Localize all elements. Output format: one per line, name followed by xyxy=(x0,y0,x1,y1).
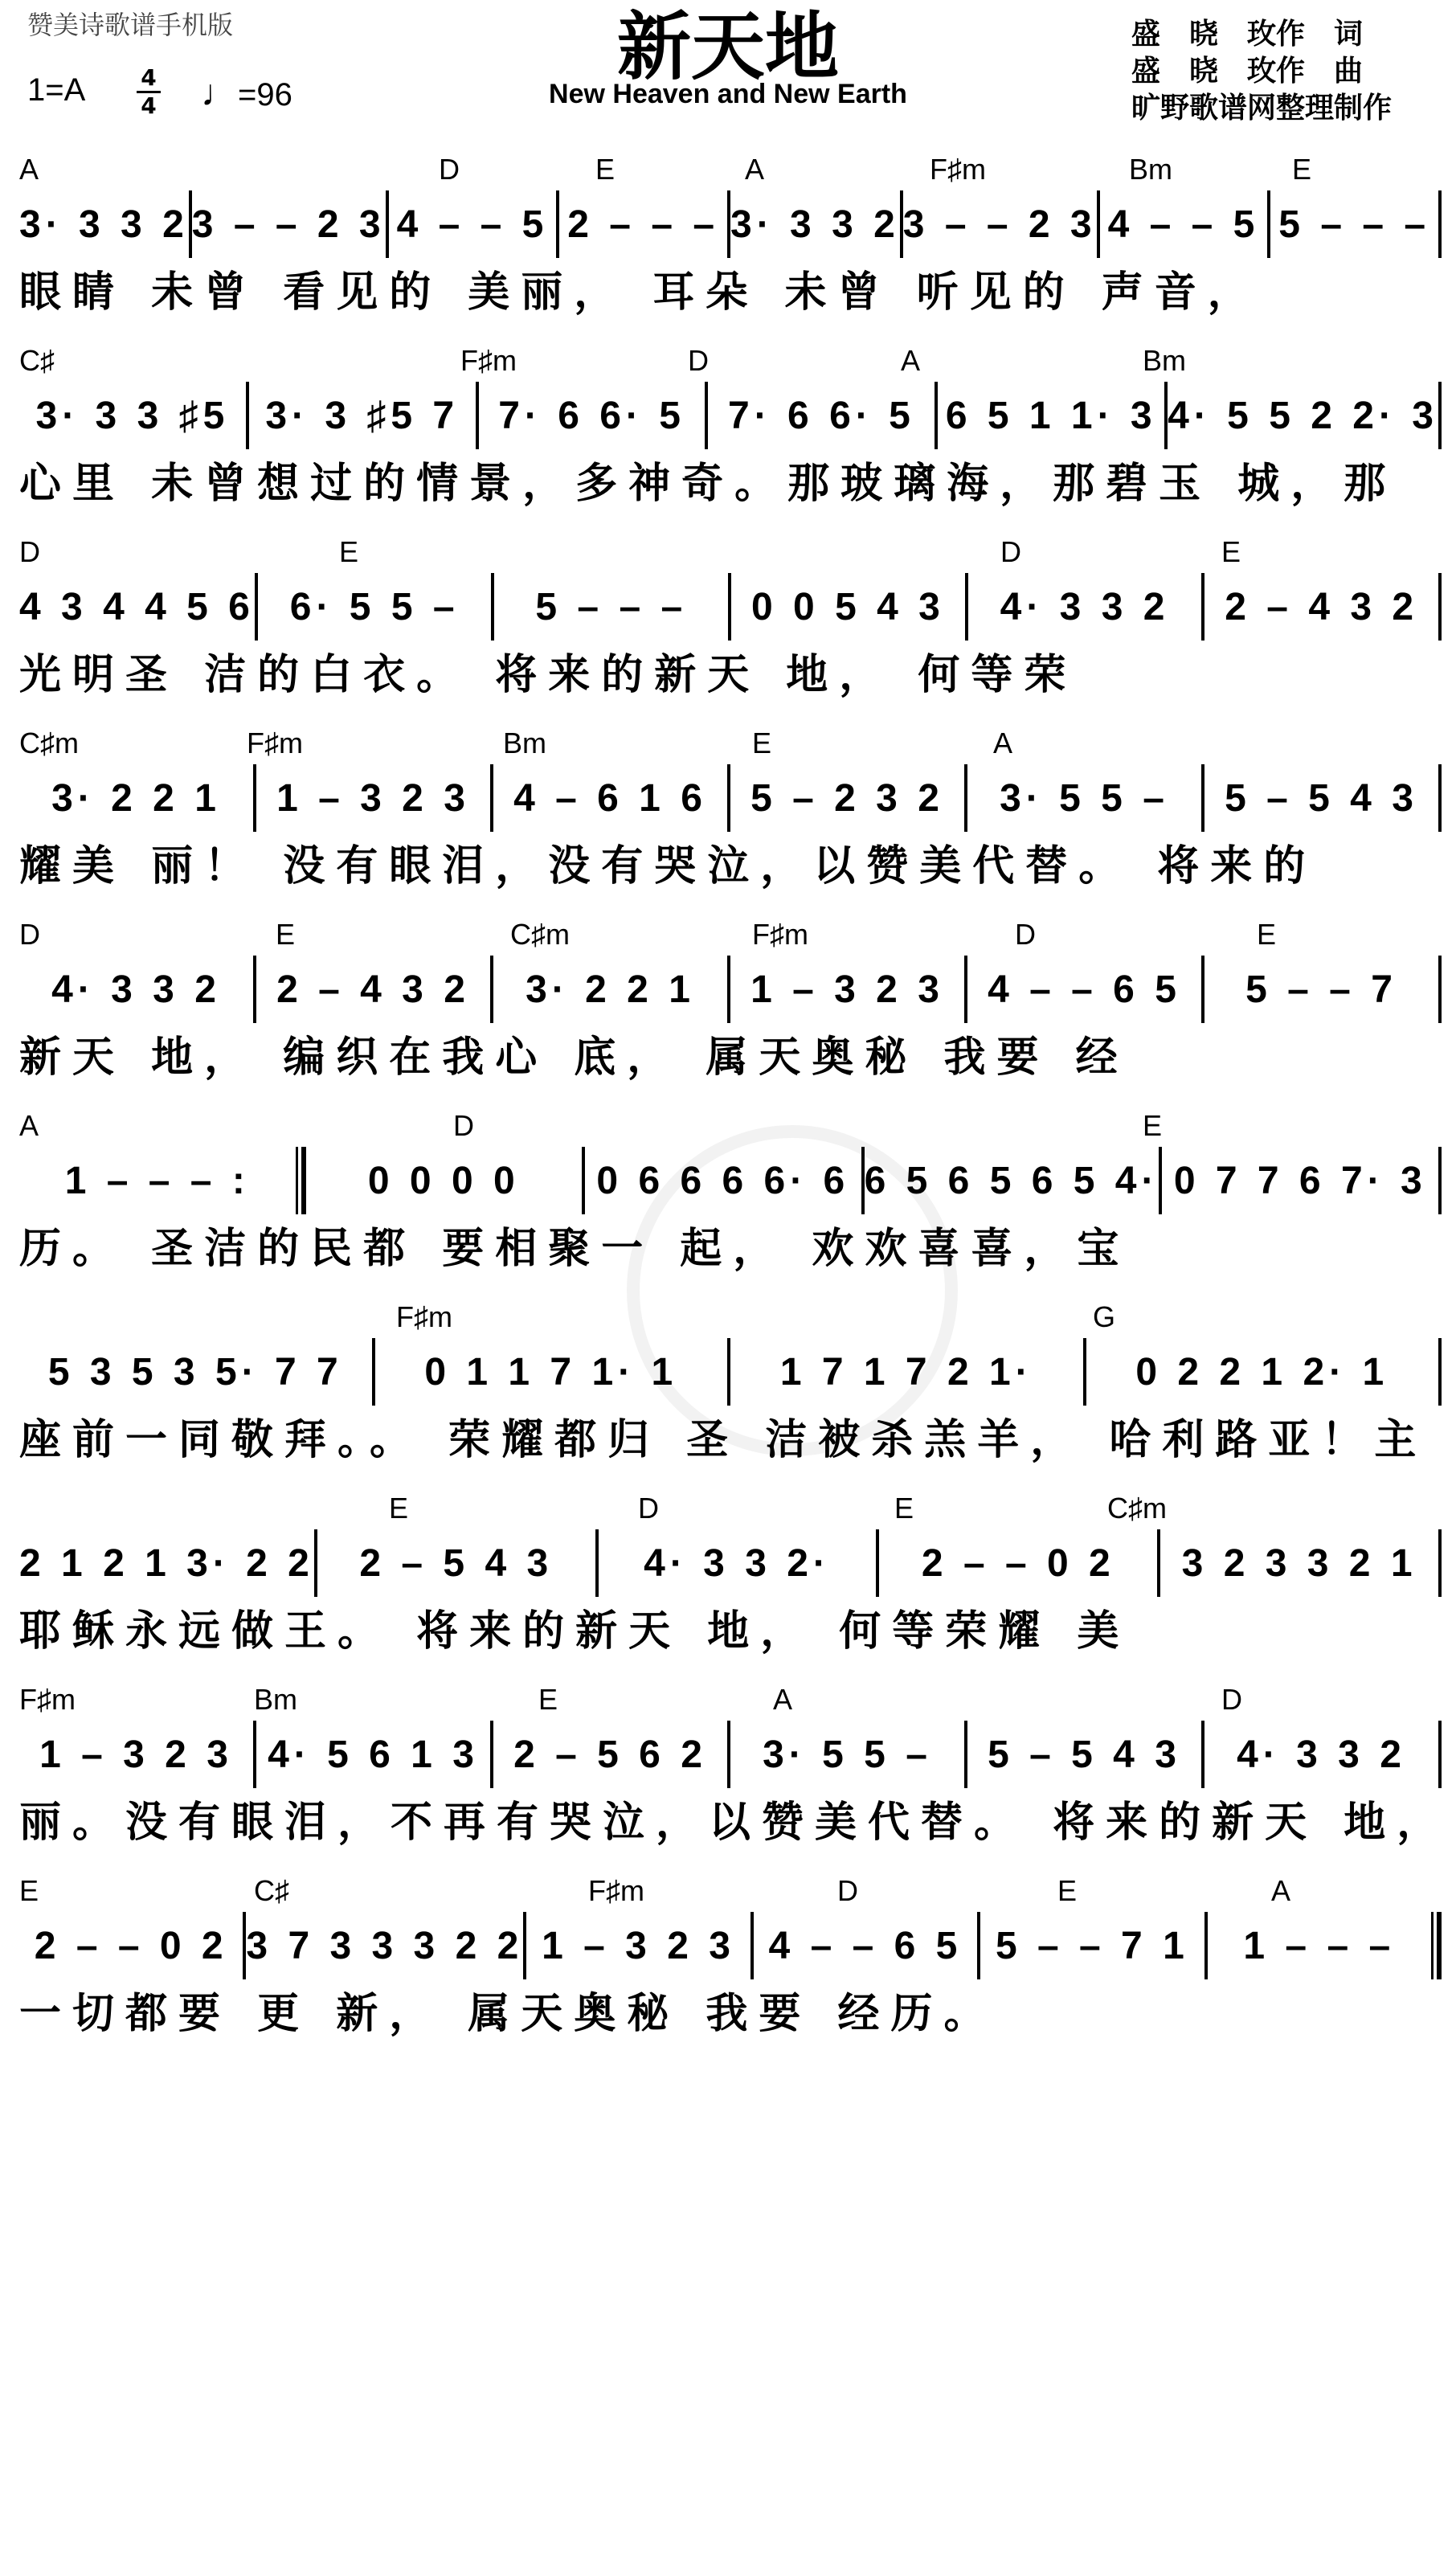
tempo-marking xyxy=(201,71,292,114)
chord-symbol: E xyxy=(276,918,296,951)
lyrics-line: 眼睛 未曾 看见的 美丽， 耳朵 未曾 听见的 声音， xyxy=(19,268,1261,317)
final-barline xyxy=(1431,1912,1442,1979)
measure: 5 – – 7 1 xyxy=(995,1924,1189,1967)
chord-symbol: E xyxy=(1257,918,1277,951)
measure: 4 – – 6 5 xyxy=(768,1924,963,1967)
lyricist-credit: 盛 晓 玫作 词 xyxy=(1131,18,1364,51)
song-subtitle: New Heaven and New Earth xyxy=(549,79,907,109)
chord-symbol: F♯m xyxy=(247,727,303,759)
chord-symbol: A xyxy=(773,1683,793,1716)
score-system xyxy=(19,727,1442,918)
measure: 4 3 4 4 5 6 xyxy=(19,585,255,628)
measure: 3· 3 ♯5 7 xyxy=(265,394,460,437)
notes-row xyxy=(19,1527,1442,1599)
measure: 2 – 4 3 2 xyxy=(276,968,470,1011)
chord-symbol: C♯m xyxy=(19,727,79,759)
measure: 4 – – 5 xyxy=(1107,203,1260,246)
measure: 3· 2 2 1 xyxy=(51,776,221,820)
measure: 5 – – – xyxy=(535,585,688,628)
chord-symbol: Bm xyxy=(503,727,546,759)
key-signature: 1=A xyxy=(27,72,86,108)
chord-symbol: E xyxy=(1143,1109,1163,1142)
score-system xyxy=(19,1300,1442,1492)
tempo-value: =96 xyxy=(238,77,292,113)
chord-symbol: C♯m xyxy=(510,918,570,951)
arranger-credit: 旷野歌谱网整理制作 xyxy=(1131,92,1393,125)
score-system xyxy=(19,1874,1442,2065)
notes-row xyxy=(19,1336,1442,1408)
quarter-note-icon: ♩ xyxy=(201,72,238,113)
measure: 2 1 2 1 3· 2 2 xyxy=(19,1541,314,1585)
lyrics-line: 心里 未曾想过的情景，多神奇。那玻璃海，那碧玉 城，那 xyxy=(19,460,1397,508)
chord-symbol: D xyxy=(638,1492,659,1525)
chord-symbol: D xyxy=(1000,535,1021,568)
measure: 7· 6 6· 5 xyxy=(728,394,915,437)
measure: 3· 3 3 2 xyxy=(19,203,189,246)
chord-symbol: A xyxy=(19,153,39,186)
barline xyxy=(1438,1529,1442,1597)
chord-symbol: F♯m xyxy=(19,1683,76,1716)
measure: 2 – – 0 2 xyxy=(34,1924,228,1967)
score-system xyxy=(19,535,1442,727)
chord-symbol: E xyxy=(1292,153,1312,186)
notes-row xyxy=(19,1718,1442,1791)
measure: 1 – – – : xyxy=(64,1159,250,1202)
barline xyxy=(1438,1721,1442,1788)
chord-symbol: E xyxy=(595,153,616,186)
time-signature-bottom: 4 xyxy=(141,92,157,119)
barline xyxy=(1438,382,1442,449)
measure: 3 – – 2 3 xyxy=(191,203,386,246)
measure: 1 – 3 2 3 xyxy=(542,1924,735,1967)
lyrics-line: 一切都要 更 新， 属天奥秘 我要 经历。 xyxy=(19,1990,997,2038)
chord-row xyxy=(19,1683,1442,1718)
measure: 5 – – – xyxy=(1278,203,1431,246)
measure: 0 0 5 4 3 xyxy=(751,585,945,628)
measure: 1 – 3 2 3 xyxy=(276,776,470,820)
measure: 6 5 1 1· 3 xyxy=(945,394,1157,437)
measure: 5 3 5 3 5· 7 7 xyxy=(47,1350,343,1394)
score-system xyxy=(19,344,1442,535)
chord-symbol: G xyxy=(1093,1300,1116,1333)
lyrics-line: 光明圣 洁的白衣。 将来的新天 地， 何等荣 xyxy=(19,651,1078,699)
measure: 5 – – 7 xyxy=(1245,968,1397,1011)
score-system xyxy=(19,1492,1442,1683)
chord-symbol: A xyxy=(1271,1874,1291,1907)
chord-symbol: A xyxy=(19,1109,39,1142)
chord-symbol: Bm xyxy=(1143,344,1186,377)
measure: 5 – 2 3 2 xyxy=(750,776,944,820)
chord-row xyxy=(19,1300,1442,1336)
chord-symbol: D xyxy=(19,535,40,568)
chord-symbol: F♯m xyxy=(396,1300,452,1333)
chord-row xyxy=(19,918,1442,953)
lyrics-line: 新天 地， 编织在我心 底， 属天奥秘 我要 经 xyxy=(19,1034,1129,1082)
measure: 2 – – 0 2 xyxy=(921,1541,1115,1585)
measure: 4 – – 5 xyxy=(396,203,549,246)
measure: 2 – – – xyxy=(567,203,720,246)
measure: 0 6 6 6 6· 6 xyxy=(596,1159,850,1202)
measure: 4· 3 3 2 xyxy=(1237,1733,1406,1776)
barline xyxy=(1438,956,1442,1023)
chord-symbol: D xyxy=(688,344,709,377)
notes-row xyxy=(19,188,1442,260)
lyrics-line: 耀美 丽！ 没有眼泪，没有哭泣，以赞美代替。 将来的 xyxy=(19,842,1317,890)
score-system xyxy=(19,153,1442,344)
chord-symbol: A xyxy=(993,727,1013,759)
chord-symbol: C♯m xyxy=(1107,1492,1167,1525)
notes-row xyxy=(19,379,1442,452)
repeat-barline xyxy=(296,1147,306,1214)
chord-row xyxy=(19,535,1442,571)
measure: 3 – – 2 3 xyxy=(902,203,1097,246)
barline xyxy=(1438,1147,1442,1214)
chord-symbol: F♯m xyxy=(460,344,517,377)
measure: 1 – 3 2 3 xyxy=(39,1733,233,1776)
notes-row xyxy=(19,762,1442,834)
chord-symbol: D xyxy=(1015,918,1036,951)
chord-symbol: A xyxy=(745,153,765,186)
chord-symbol: C♯ xyxy=(254,1874,289,1907)
measure: 4· 3 3 2 xyxy=(1000,585,1170,628)
score-system xyxy=(19,918,1442,1109)
score-system xyxy=(19,1109,1442,1300)
barline xyxy=(1438,190,1442,258)
measure: 4 – – 6 5 xyxy=(988,968,1181,1011)
measure: 2 – 4 3 2 xyxy=(1225,585,1419,628)
notes-row xyxy=(19,1144,1442,1217)
measure: 0 1 1 7 1· 1 xyxy=(424,1350,678,1394)
time-signature xyxy=(137,66,161,118)
chord-symbol: E xyxy=(538,1683,558,1716)
measure: 3 2 3 3 2 1 xyxy=(1181,1541,1417,1585)
measure: 2 – 5 4 3 xyxy=(359,1541,554,1585)
chord-symbol: E xyxy=(894,1492,914,1525)
measure: 0 7 7 6 7· 3 xyxy=(1173,1159,1427,1202)
chord-symbol: F♯m xyxy=(930,153,986,186)
chord-symbol: E xyxy=(1221,535,1241,568)
measure: 3 7 3 3 3 2 2 xyxy=(246,1924,524,1967)
notes-row xyxy=(19,571,1442,643)
measure: 3· 5 5 – xyxy=(1000,776,1169,820)
chord-symbol: F♯m xyxy=(588,1874,644,1907)
chord-symbol: Bm xyxy=(1129,153,1172,186)
measure: 5 – 5 4 3 xyxy=(1225,776,1418,820)
edition-label: 赞美诗歌谱手机版 xyxy=(27,10,234,40)
measure: 3· 2 2 1 xyxy=(526,968,695,1011)
barline xyxy=(1438,573,1442,641)
chord-row xyxy=(19,727,1442,762)
chord-symbol: E xyxy=(339,535,359,568)
measure: 4· 5 6 1 3 xyxy=(268,1733,479,1776)
measure: 6· 5 5 – xyxy=(289,585,460,628)
chord-symbol: A xyxy=(901,344,921,377)
measure: 3· 3 3 2 xyxy=(730,203,900,246)
chord-symbol: E xyxy=(389,1492,409,1525)
chord-row xyxy=(19,1109,1442,1144)
measure: 4 – 6 1 6 xyxy=(513,776,707,820)
measure: 0 2 2 1 2· 1 xyxy=(1135,1350,1389,1394)
chord-symbol: D xyxy=(19,918,40,951)
measure: 1 – 3 2 3 xyxy=(750,968,944,1011)
measure: 1 7 1 7 2 1· xyxy=(779,1350,1033,1394)
chord-symbol: F♯m xyxy=(752,918,808,951)
chord-symbol: D xyxy=(453,1109,474,1142)
measure: 3· 5 5 – xyxy=(763,1733,932,1776)
chord-symbol: Bm xyxy=(254,1683,297,1716)
notes-row xyxy=(19,953,1442,1025)
measure: 2 – 5 6 2 xyxy=(513,1733,707,1776)
chord-row xyxy=(19,344,1442,379)
measure: 7· 6 6· 5 xyxy=(498,394,685,437)
measure: 4· 3 3 2· xyxy=(644,1541,831,1585)
time-signature-top: 4 xyxy=(141,64,157,91)
chord-symbol: D xyxy=(1221,1683,1242,1716)
barline xyxy=(1438,1338,1442,1406)
chord-symbol: E xyxy=(1057,1874,1078,1907)
lyrics-line: 历。 圣洁的民都 要相聚一 起， 欢欢喜喜，宝 xyxy=(19,1225,1131,1273)
chord-row xyxy=(19,1874,1442,1909)
measure: 0 0 0 0 xyxy=(367,1159,520,1202)
lyrics-line: 丽。没有眼泪，不再有哭泣，以赞美代替。 将来的新天 地， xyxy=(19,1799,1450,1847)
chord-row xyxy=(19,1492,1442,1527)
measure: 3· 3 3 ♯5 xyxy=(35,394,230,437)
measure: 1 – – – xyxy=(1243,1924,1396,1967)
measure: 4· 3 3 2 xyxy=(51,968,221,1011)
song-title: 新天地 xyxy=(616,3,839,90)
chord-symbol: D xyxy=(837,1874,858,1907)
lyrics-line: 耶稣永远做王。 将来的新天 地， 何等荣耀 美 xyxy=(19,1607,1131,1656)
composer-credit: 盛 晓 玫作 曲 xyxy=(1131,55,1364,88)
score-system xyxy=(19,1683,1450,1874)
chord-symbol: E xyxy=(19,1874,39,1907)
measure: 4· 5 5 2 2· 3 xyxy=(1168,394,1438,437)
chord-symbol: C♯ xyxy=(19,344,55,377)
chord-row xyxy=(19,153,1442,188)
chord-symbol: E xyxy=(752,727,772,759)
measure: 6 5 6 5 6 5 4· xyxy=(864,1159,1159,1202)
notes-row xyxy=(19,1909,1442,1982)
measure: 5 – 5 4 3 xyxy=(988,1733,1181,1776)
chord-symbol: D xyxy=(439,153,460,186)
lyrics-line: 座前一同敬拜。。 荣耀都归 圣 洁被杀羔羊， 哈利路亚！主 xyxy=(19,1416,1428,1464)
barline xyxy=(1438,764,1442,832)
